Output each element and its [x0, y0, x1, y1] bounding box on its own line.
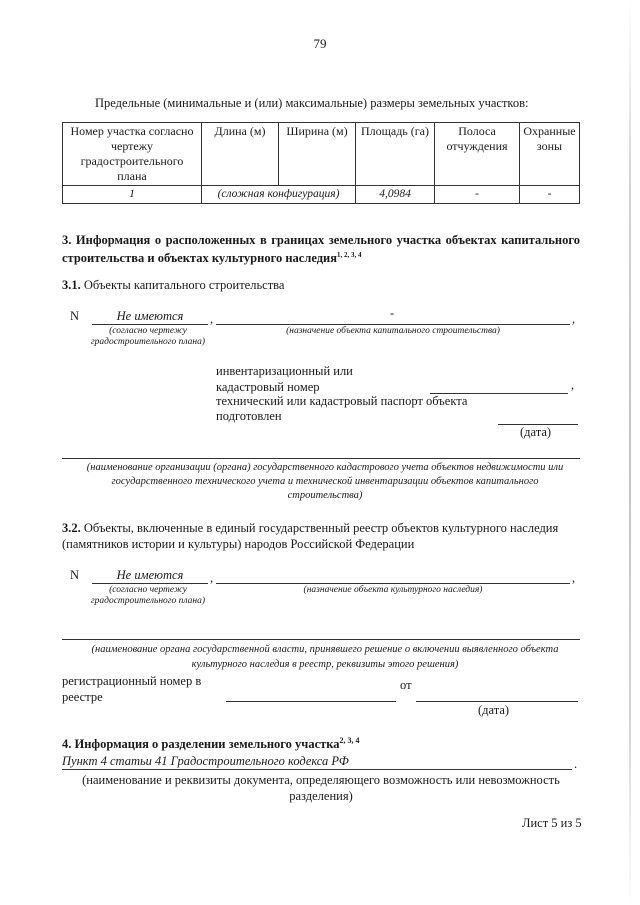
header-cell: Номер участка согласно чертежу градостроительного плана [63, 123, 202, 186]
section32-reg-line2: реестре [62, 690, 103, 704]
section4-title: 4. Информация о разделении земельного участка$^{2, 3, 4}$ [62, 736, 360, 752]
section31-org-caption: (наименование организации (органа) государственного кадастрового учета объектов недвижимости или государственного технического учета и технической инвентаризации объектов капитального строительства) [86, 462, 564, 501]
header-cell: Площадь (га) [356, 123, 435, 186]
section32-heading: 3.2. Объекты, включенные в единый государственный реестр объектов культурного наследия (памятников истории и культуры) народов Российской Федерации [62, 521, 559, 551]
section4-caption: (наименование и реквизиты документа, определяющего возможность или невозможность разделения) [82, 773, 560, 803]
header-cell: Охранные зоны [520, 123, 580, 186]
section31-dash: - [390, 306, 395, 320]
sizes-title: Предельные (минимальные и (или) максимальные) размеры земельных участков: [95, 96, 529, 110]
section31-n-label: N [70, 309, 80, 323]
header-cell: Длина (м) [202, 123, 279, 186]
section31-n-value: Не имеются [116, 309, 184, 323]
section32-caption-right: (назначение объекта культурного наследия) [303, 585, 483, 595]
section32-n-label: N [70, 568, 80, 582]
table-cell: 1 [63, 186, 202, 204]
section31-caption-left: (согласно чертежу градостроительного плана) [90, 326, 206, 347]
section31-date: (дата) [520, 425, 552, 439]
section32-ot: от [400, 678, 412, 692]
section4-value: Пункт 4 статьи 41 Градостроительного кодекса РФ [62, 754, 349, 768]
section32-n-value: Не имеются [116, 568, 184, 582]
section31-tech-line2: подготовлен [216, 409, 282, 423]
table-row [63, 186, 580, 204]
page-number: 79 [313, 36, 327, 51]
section31-inv-line2: кадастровый номер [216, 380, 320, 394]
section31-heading: 3.1. Объекты капитального строительства [62, 278, 285, 292]
section32-date: (дата) [478, 703, 510, 717]
header-cell: Ширина (м) [279, 123, 356, 186]
section32-reg-line1: регистрационный номер в [62, 674, 202, 688]
table-cell: - [435, 186, 520, 204]
sizes-table [62, 122, 580, 204]
section31-tech-line1: технический или кадастровый паспорт объекта [216, 394, 468, 408]
footer-sheet: Лист 5 из 5 [522, 816, 582, 830]
table-cell: 4,0984 [356, 186, 435, 204]
scan-edge [629, 0, 631, 905]
table-cell: (сложная конфигурация) [202, 186, 356, 204]
section31-caption-right: (назначение объекта капитального строительства) [286, 326, 500, 336]
header-cell: Полоса отчуждения [435, 123, 520, 186]
section3-title: 3. Информация о расположенных в границах земельного участка объектах капитального строительства и объектах культурного наследия$^{1, 2, 3, 4}$ [62, 233, 580, 266]
section32-organ-caption: (наименование органа государственной власти, принявшего решение о включении выявленного объекта культурного наследия в реестр, реквизиты этого решения) [91, 644, 559, 670]
section32-caption-left: (согласно чертежу градостроительного плана) [90, 585, 206, 606]
section31-inv-line1: инвентаризационный или [216, 364, 353, 378]
table-cell: - [520, 186, 580, 204]
table-header-row [63, 123, 580, 186]
